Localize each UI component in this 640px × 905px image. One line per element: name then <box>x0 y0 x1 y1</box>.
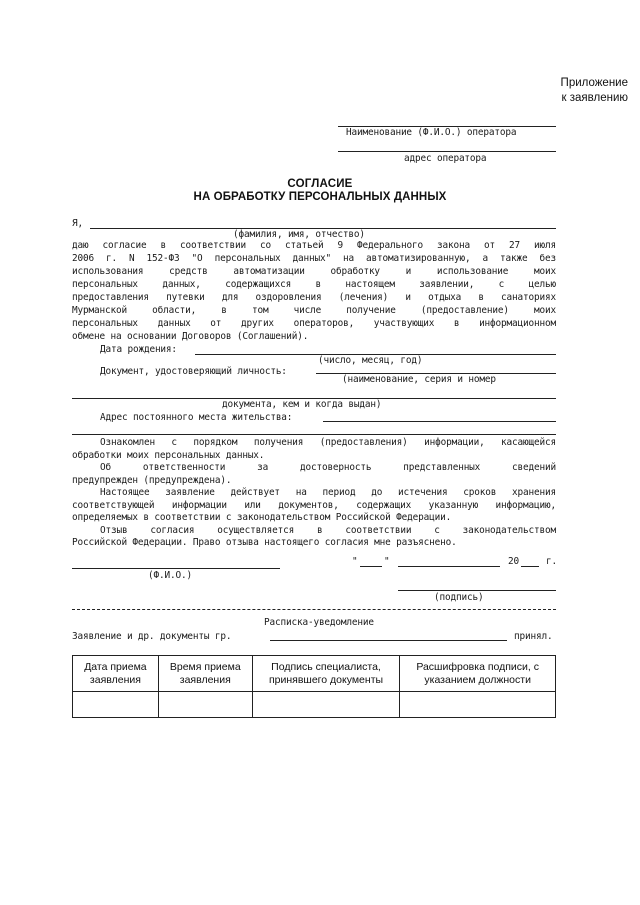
date-year-prefix: 20 <box>508 556 519 567</box>
body-line: 2006 г. N 152-ФЗ "О персональных данных" на автоматизированную, а также без <box>72 253 556 264</box>
residence-line-2 <box>72 434 556 435</box>
column-header-time: Время приема заявления <box>158 656 252 692</box>
residence-line-1 <box>323 421 556 422</box>
residence-label: Адрес постоянного места жительства: <box>100 412 293 423</box>
appendix-line-1: Приложение <box>560 77 628 89</box>
receipt-text-suffix: принял. <box>514 631 553 642</box>
body-line: персональных данных, содержащихся в настоящем заявлении, с целью <box>72 279 556 290</box>
operator-address-line <box>338 151 556 152</box>
appendix-line-2: к заявлению <box>561 92 628 104</box>
body-line: обмене на основании Договоров (Соглашений). <box>72 331 309 342</box>
signature-line <box>398 590 556 591</box>
id-document-label: Документ, удостоверяющий личность: <box>100 366 287 377</box>
body-line: Мурманской области, в том числе получение (предоставление) моих <box>72 305 556 316</box>
signature-fio-line <box>72 568 280 569</box>
notice-line: Об ответственности за достоверность представленных сведений <box>100 462 556 473</box>
column-header-signature: Подпись специалиста, принявшего документы <box>252 656 400 692</box>
notice-line: определяемых в соответствии с законодательством Российской Федерации. <box>72 512 452 523</box>
date-year-line <box>521 566 539 567</box>
receipt-table <box>72 655 556 718</box>
document-subtitle: НА ОБРАБОТКУ ПЕРСОНАЛЬНЫХ ДАННЫХ <box>193 191 447 203</box>
column-header-date: Дата приема заявления <box>73 656 159 692</box>
notice-line: Отзыв согласия осуществляется в соответствии с законодательством <box>100 525 556 536</box>
body-line: использования средств автоматизации обработку и использование моих <box>72 266 556 277</box>
notice-line: Настоящее заявление действует на период до истечения сроков хранения <box>100 487 556 498</box>
receipt-table-header <box>73 656 556 692</box>
date-month-line <box>398 566 500 567</box>
body-line: даю согласие в соответствии со статьей 9 Федерального закона от 27 июля <box>72 240 556 251</box>
body-line: персональных данных от других операторов, участвующих в информационном <box>72 318 556 329</box>
applicant-prefix: Я, <box>72 218 83 229</box>
table-row <box>73 692 556 718</box>
receipt-name-line <box>270 640 507 641</box>
table-cell[interactable] <box>73 692 159 718</box>
birth-date-caption: (число, месяц, год) <box>318 355 423 366</box>
notice-line: предупрежден (предупреждена). <box>72 475 232 486</box>
notice-line: Российской Федерации. Право отзыва настоящего согласия мне разъяснено. <box>72 537 457 548</box>
receipt-text-prefix: Заявление и др. документы гр. <box>72 631 232 642</box>
notice-line: Ознакомлен с порядком получения (предоставления) информации, касающейся <box>100 437 556 448</box>
body-line: предоставления путевки для оздоровления (лечения) и отдыха в санаториях <box>72 292 556 303</box>
notice-line: соответствующей информации или документов, содержащих указанную информацию, <box>72 500 556 511</box>
date-quote-open: " <box>352 556 358 567</box>
table-cell[interactable] <box>400 692 556 718</box>
receipt-title: Расписка-уведомление <box>264 617 374 628</box>
id-document-caption-2: документа, кем и когда выдан) <box>222 399 382 410</box>
birth-date-label: Дата рождения: <box>100 344 177 355</box>
table-cell[interactable] <box>252 692 400 718</box>
applicant-fio-caption: (фамилия, имя, отчество) <box>233 229 365 240</box>
cut-line <box>72 609 556 610</box>
date-year-suffix: г. <box>546 556 557 567</box>
table-cell[interactable] <box>158 692 252 718</box>
date-quote-close: " <box>384 556 390 567</box>
document-title: СОГЛАСИЕ <box>287 178 353 190</box>
signature-fio-caption: (Ф.И.О.) <box>148 570 192 581</box>
signature-caption: (подпись) <box>434 592 484 603</box>
notice-line: обработки моих персональных данных. <box>72 450 265 461</box>
operator-name-caption: Наименование (Ф.И.О.) оператора <box>346 127 517 138</box>
column-header-position: Расшифровка подписи, с указанием должности <box>400 656 556 692</box>
operator-address-caption: адрес оператора <box>404 153 487 164</box>
date-day-line <box>360 566 382 567</box>
id-document-caption-1: (наименование, серия и номер <box>342 374 496 385</box>
